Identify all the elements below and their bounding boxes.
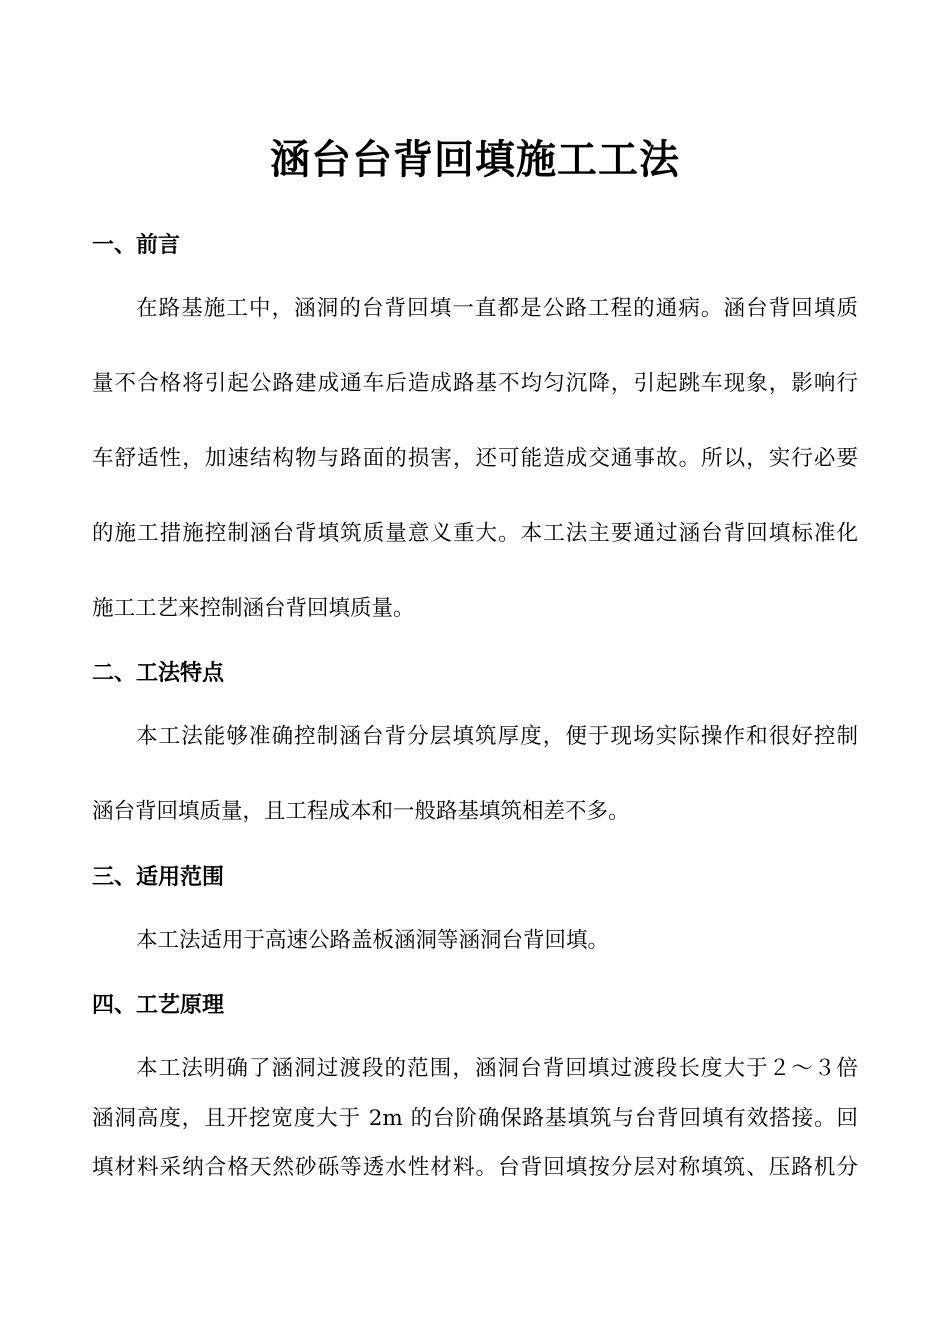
- document-title: 涵台台背回填施工工法: [270, 136, 680, 183]
- paragraph-line: 本工法明确了涵洞过渡段的范围，涵洞台背回填过渡段长度大于２～３倍: [136, 1056, 858, 1081]
- section-heading-principle: 四、工艺原理: [92, 992, 225, 1018]
- section-heading-features: 二、工法特点: [92, 660, 225, 686]
- paragraph-line: 填材料采纳合格天然砂砾等透水性材料。台背回填按分层对称填筑、压路机分: [92, 1155, 858, 1180]
- paragraph-line: 本工法能够准确控制涵台背分层填筑厚度，便于现场实际操作和很好控制: [136, 724, 858, 749]
- paragraph-line: 在路基施工中，涵洞的台背回填一直都是公路工程的通病。涵台背回填质: [136, 296, 858, 321]
- paragraph-line: 车舒适性，加速结构物与路面的损害，还可能造成交通事故。所以，实行必要: [92, 446, 858, 471]
- section-heading-scope: 三、适用范围: [92, 864, 225, 890]
- paragraph-line: 的施工措施控制涵台背填筑质量意义重大。本工法主要通过涵台背回填标准化: [92, 521, 858, 546]
- paragraph-line: 本工法适用于高速公路盖板涵洞等涵洞台背回填。: [136, 928, 610, 953]
- paragraph-line: 施工工艺来控制涵台背回填质量。: [92, 596, 415, 621]
- section-heading-preface: 一、前言: [92, 232, 181, 258]
- paragraph-line: 量不合格将引起公路建成通车后造成路基不均匀沉降，引起跳车现象，影响行: [92, 371, 858, 396]
- paragraph-line: 涵洞高度，且开挖宽度大于 2m 的台阶确保路基填筑与台背回填有效搭接。回: [92, 1106, 858, 1131]
- paragraph-line: 涵台背回填质量，且工程成本和一般路基填筑相差不多。: [92, 799, 630, 824]
